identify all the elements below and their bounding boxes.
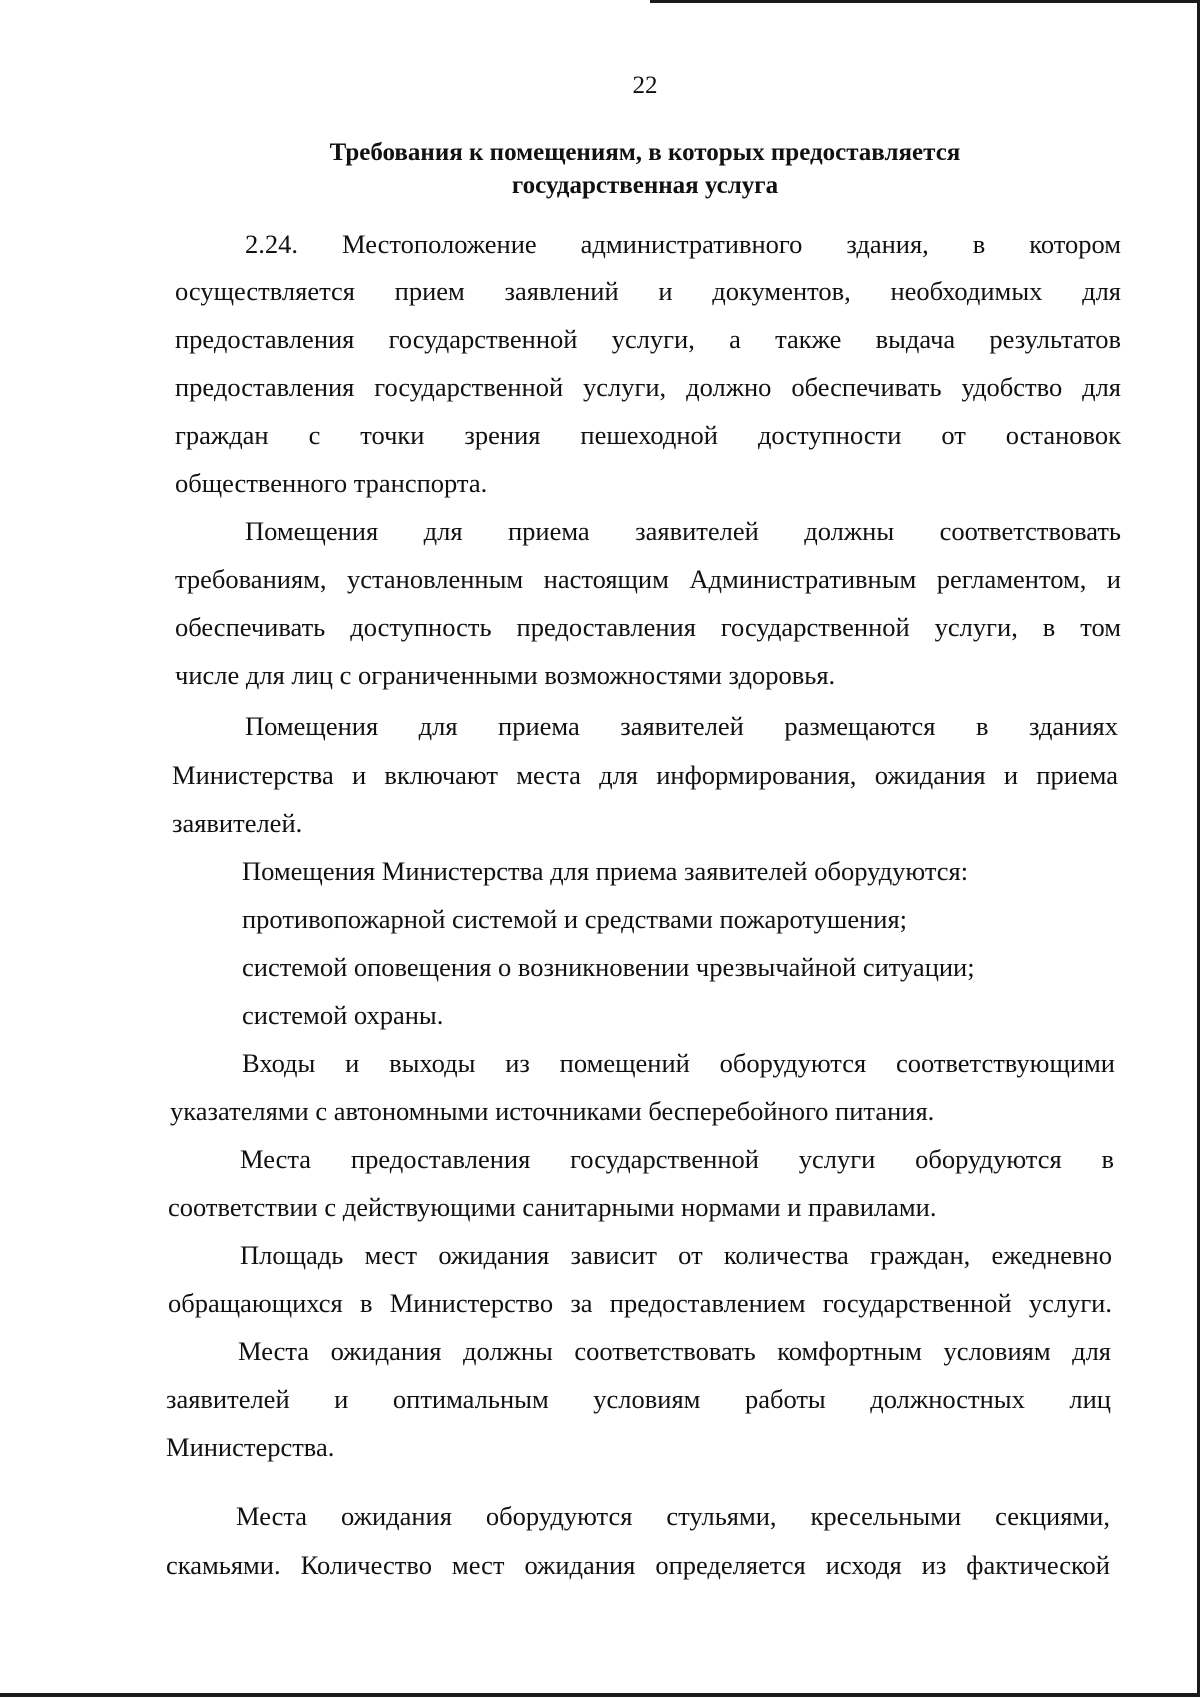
text-line: системой оповещения о возникновении чрезвычайной ситуации; xyxy=(242,952,975,982)
text-line: заявителей. xyxy=(172,808,303,838)
text-line: числе для лиц с ограниченными возможностями здоровья. xyxy=(175,660,836,690)
text-line: скамьями. Количество мест ожидания определяется исходя из фактической xyxy=(166,1550,1110,1580)
text-line: Помещения для приема заявителей должны соответствовать xyxy=(245,516,1121,546)
heading-line-1: Требования к помещениям, в которых предоставляется xyxy=(329,139,961,166)
text-line: Места предоставления государственной услуги оборудуются в xyxy=(240,1144,1114,1174)
text-line: предоставления государственной услуги, а также выдача результатов xyxy=(175,324,1121,354)
text-line: указателями с автономными источниками бесперебойного питания. xyxy=(170,1096,935,1126)
text-line: Министерства и включают места для информирования, ожидания и приема xyxy=(172,760,1118,790)
page-number: 22 xyxy=(632,72,658,99)
text-line: Места ожидания должны соответствовать комфортным условиям для xyxy=(238,1336,1111,1366)
text-line: предоставления государственной услуги, должно обеспечивать удобство для xyxy=(175,372,1121,402)
text-line: системой охраны. xyxy=(242,1000,444,1030)
text-line: Места ожидания оборудуются стульями, кресельными секциями, xyxy=(236,1501,1110,1531)
heading-line-2: государственная услуга xyxy=(511,172,779,199)
text-line: противопожарной системой и средствами пожаротушения; xyxy=(242,904,907,934)
section-heading xyxy=(170,136,1120,202)
text-line: обеспечивать доступность предоставления государственной услуги, в том xyxy=(175,612,1121,642)
scan-edge-top xyxy=(650,0,1200,3)
text-line: Помещения для приема заявителей размещаются в зданиях xyxy=(245,711,1118,741)
scan-edge-bottom xyxy=(0,1693,1200,1697)
text-line: соответствии с действующими санитарными нормами и правилами. xyxy=(168,1192,937,1222)
text-line: Площадь мест ожидания зависит от количества граждан, ежедневно xyxy=(240,1240,1112,1270)
text-line: граждан с точки зрения пешеходной доступности от остановок xyxy=(175,420,1121,450)
text-line: заявителей и оптимальным условиям работы должностных лиц xyxy=(166,1384,1111,1414)
text-line: 2.24. Местоположение административного здания, в котором xyxy=(245,229,1121,259)
text-line: Входы и выходы из помещений оборудуются соответствующими xyxy=(242,1048,1115,1078)
text-line: осуществляется прием заявлений и документов, необходимых для xyxy=(175,276,1121,306)
text-line: общественного транспорта. xyxy=(175,468,488,498)
text-line: Министерства. xyxy=(166,1432,335,1462)
text-line: Помещения Министерства для приема заявителей оборудуются: xyxy=(242,856,969,886)
text-line: требованиям, установленным настоящим Административным регламентом, и xyxy=(175,564,1121,594)
text-line: обращающихся в Министерство за предоставлением государственной услуги. xyxy=(168,1288,1112,1318)
